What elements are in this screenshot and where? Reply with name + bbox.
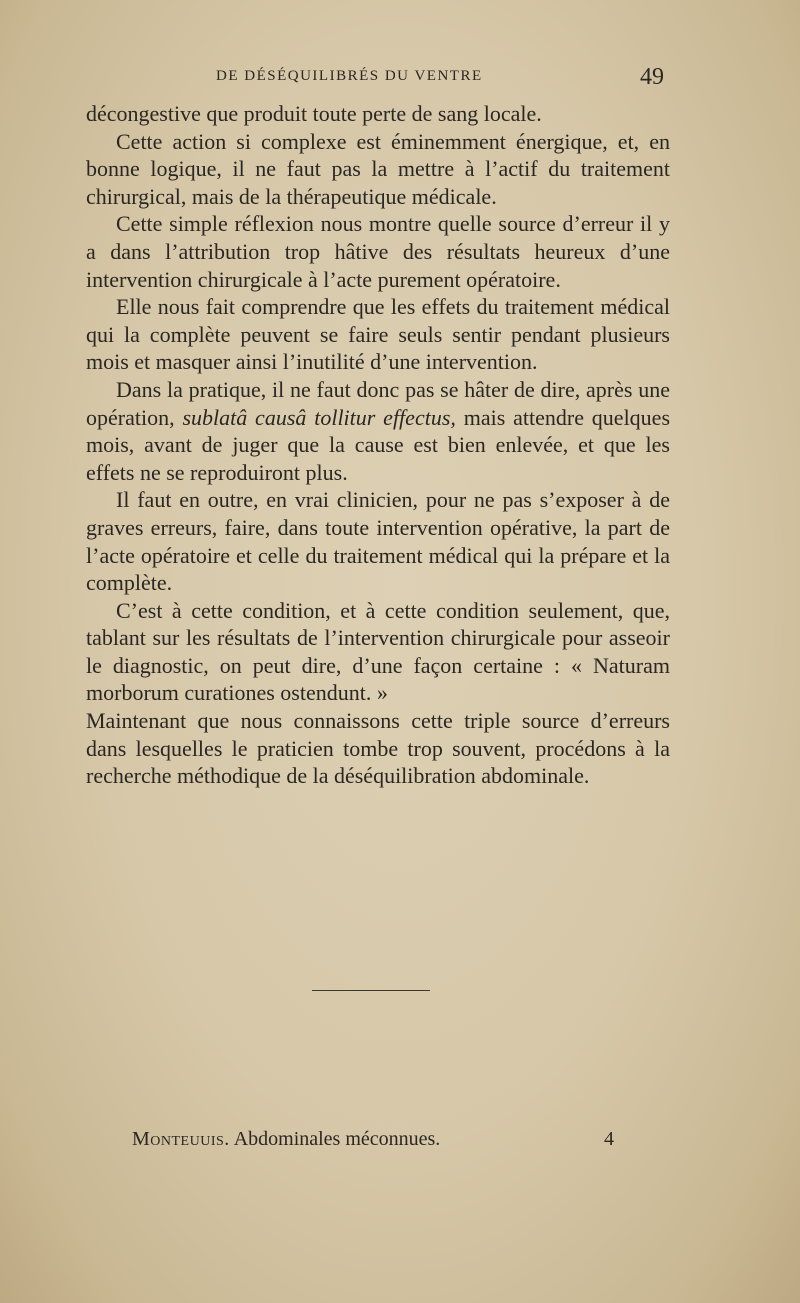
signature-mark: 4 [604, 1128, 614, 1150]
body-text [86, 100, 670, 790]
page-number: 49 [640, 64, 664, 90]
paragraph-2: Cette action si complexe est éminemment énergique, et, en bonne logique, il ne faut pas la mettre à l’actif du traitement chirurgical, mais de la thérapeutique médicale. [86, 128, 670, 209]
paragraph-5-after: mais attendre quelques mois, avant de juger que la cause est bien enlevée, et que les effets ne se reproduiront plus. [86, 404, 671, 485]
paragraph-5-before: Dans la pratique, il ne faut donc pas se hâter de dire, après une opération, [86, 376, 670, 430]
paragraph-7: C’est à cette condition, et à cette condition seulement, que, tablant sur les résultats de l’intervention chirurgicale pour asseoir le diagnostic, on peut dire, d’une façon certaine : « Naturam morborum curationes ostendunt. » [86, 597, 670, 706]
section-rule [312, 990, 430, 991]
page-header [86, 66, 668, 94]
footer-title: Abdominales méconnues. [233, 1128, 441, 1150]
latin-phrase: sublatâ causâ tollitur effectus, [182, 404, 456, 430]
footer-author: Monteuuis. [132, 1128, 230, 1150]
paragraph-5 [86, 376, 670, 486]
running-head: DE DÉSÉQUILIBRÉS DU VENTRE [216, 68, 483, 84]
paragraph-8: Maintenant que nous connaissons cette triple source d’erreurs dans lesquelles le praticien tombe trop souvent, procédons à la recherche méthodique de la déséquilibration abdominale. [86, 708, 670, 789]
paragraph-4: Elle nous fait comprendre que les effets du traitement médical qui la complète peuvent se faire seuls sentir pendant plusieurs mois et masquer ainsi l’inutilité d’une intervention. [86, 294, 670, 375]
paragraph-6: Il faut en outre, en vrai clinicien, pour ne pas s’exposer à de graves erreurs, faire, dans toute intervention opérative, la part de l’acte opératoire et celle du traitement médical qui la prépare et la complète. [86, 487, 670, 596]
paragraph-1: décongestive que produit toute perte de sang locale. [86, 101, 542, 126]
page-footer [132, 1128, 622, 1158]
paragraph-3: Cette simple réflexion nous montre quelle source d’erreur il y a dans l’attribution trop hâtive des résultats heureux d’une intervention chirurgicale à l’acte purement opératoire. [86, 211, 670, 292]
